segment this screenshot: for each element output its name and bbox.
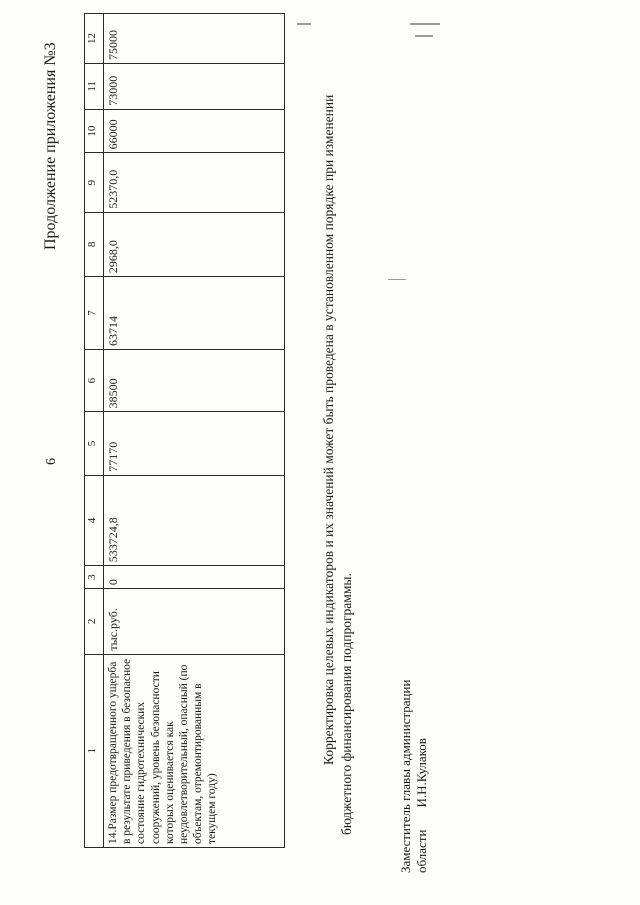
page-number: 6 [44, 458, 59, 465]
value-cell: 75000 [104, 14, 285, 64]
value-cell: 533724,8 [104, 475, 285, 565]
correction-note [320, 35, 356, 835]
indicators-table [84, 13, 285, 848]
signatory-name: И.Н.Кулаков [414, 738, 429, 808]
correction-note-text: Корректировка целевых индикаторов и их значений может быть проведена в установленном порядке при изменении бюджетного финансирования подпрограммы. [321, 94, 354, 835]
continuation-heading: Продолжение приложения №3 [42, 42, 59, 250]
scan-mark [297, 23, 311, 25]
column-number: 10 [85, 109, 104, 153]
indicator-name-cell: 14.Размер предотвращенного ущерба в результате приведения в безопасное состояние гидротехнических сооружений, уровень безопасности которых оценивается как неудовлетворительный, опасный (по объектам, отремонтированным в текущем году) [104, 654, 285, 847]
column-number: 11 [85, 64, 104, 110]
scan-mark [410, 23, 440, 25]
column-number: 5 [85, 412, 104, 475]
table-row [104, 14, 285, 848]
column-number: 12 [85, 14, 104, 64]
column-number: 3 [85, 566, 104, 589]
column-number: 7 [85, 277, 104, 350]
signature-title: Заместитель главы администрации [398, 679, 413, 873]
value-cell: 73000 [104, 64, 285, 110]
column-number: 8 [85, 212, 104, 276]
unit-cell: тыс.руб. [104, 589, 285, 655]
column-number: 6 [85, 349, 104, 411]
column-number: 2 [85, 589, 104, 655]
value-cell: 63714 [104, 277, 285, 350]
column-number-row [85, 14, 104, 848]
scan-mark [415, 35, 433, 37]
column-number: 1 [85, 654, 104, 847]
value-cell: 2968,0 [104, 212, 285, 276]
value-cell: 52370,0 [104, 153, 285, 212]
signature-region: области [414, 829, 429, 873]
value-cell: 77170 [104, 412, 285, 475]
column-number: 4 [85, 475, 104, 565]
column-number: 9 [85, 153, 104, 212]
value-cell: 0 [104, 566, 285, 589]
value-cell: 66000 [104, 109, 285, 153]
signature-line [414, 738, 430, 873]
value-cell: 38500 [104, 349, 285, 411]
scan-mark [388, 279, 406, 280]
